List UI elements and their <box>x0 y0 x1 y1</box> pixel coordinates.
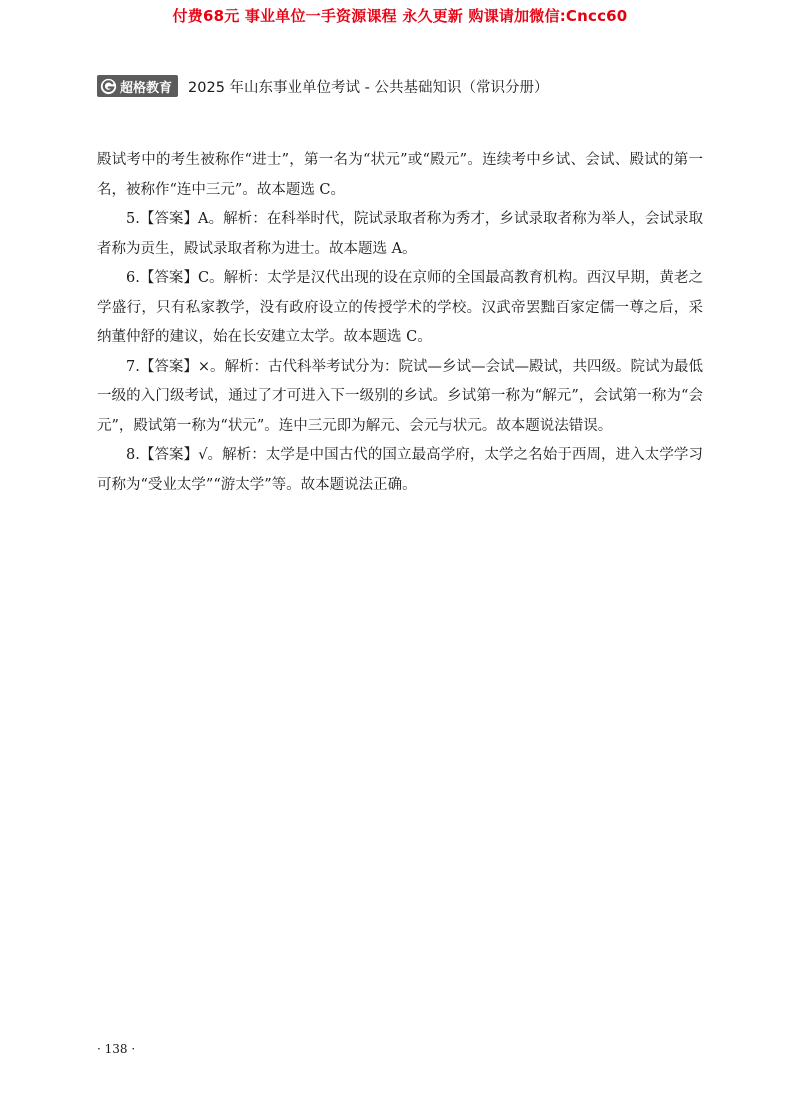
page-header <box>97 74 548 98</box>
paragraph-continuation: 殿试考中的考生被称作“进士”，第一名为“状元”或“殿元”。连续考中乡试、会试、殿试的第一名，被称作“连中三元”。故本题选 C。 <box>97 152 703 198</box>
answer-7: 7.【答案】×。解析：古代科举考试分为：院试—乡试—会试—殿试，共四级。院试为最低一级的入门级考试，通过了才可进入下一级别的乡试。乡试第一称为“解元”，会试第一称为“会元”，殿试第一称为“状元”。连中三元即为解元、会元与状元。故本题说法错误。 <box>97 358 703 434</box>
answer-6: 6.【答案】C。解析：太学是汉代出现的设在京师的全国最高教育机构。西汉早期，黄老之学盛行，只有私家教学，没有政府设立的传授学术的学校。汉武帝罢黜百家定儒一尊之后，采纳董仲舒的建议，始在长安建立太学。故本题选 C。 <box>97 270 703 345</box>
document-body <box>97 146 703 500</box>
brand-g-icon <box>100 78 117 95</box>
brand-name: 超格教育 <box>120 80 173 96</box>
promo-banner: 付费68元 事业单位一手资源课程 永久更新 购课请加微信:Cncc60 <box>172 7 628 25</box>
answer-8: 8.【答案】√。解析：太学是中国古代的国立最高学府，太学之名始于西周，进入太学学习可称为“受业太学”“游太学”等。故本题说法正确。 <box>97 447 703 493</box>
brand-logo <box>97 75 178 97</box>
page-number: · 138 · <box>97 1042 136 1056</box>
answer-5: 5.【答案】A。解析：在科举时代，院试录取者称为秀才，乡试录取者称为举人，会试录取者称为贡生，殿试录取者称为进士。故本题选 A。 <box>97 211 703 257</box>
book-title: 2025 年山东事业单位考试 - 公共基础知识（常识分册） <box>188 79 549 96</box>
